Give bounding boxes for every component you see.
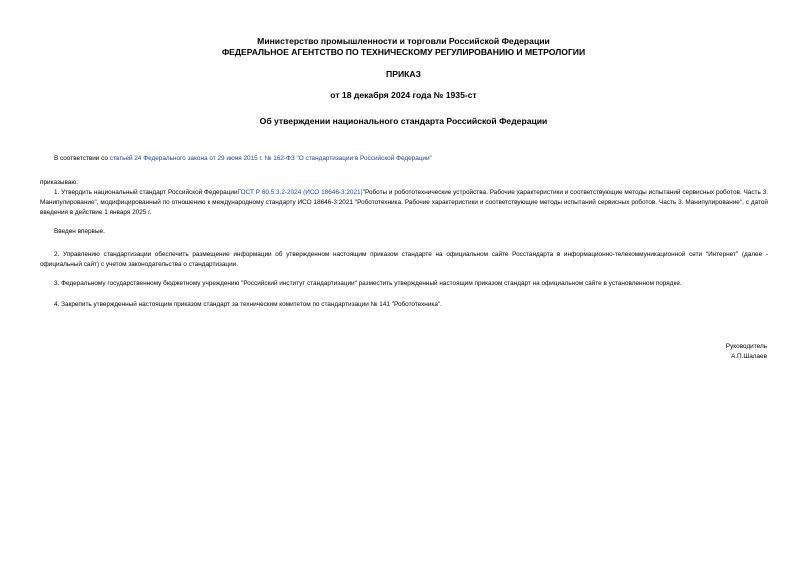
paragraph-3: 3. Федеральному государственному бюджетному учреждению "Российский институт стандартизации" разместить утвержденный настоящим приказом стандарт на официальном сайте в установленном порядке.: [54, 280, 682, 287]
order-word: приказываю:: [40, 179, 78, 186]
paragraph-4: 4. Закрепить утвержденный настоящим приказом стандарт за техническим комитетом по стандартизации № 141 "Робототехника".: [54, 301, 442, 308]
paragraph-1-rest: "Роботы и робототехнические устройства. Рабочие характеристики и соответствующие методы испытаний сервисных роботов. Часть 3. Манипулирование", модифицированный по отношению к международному стандарту ИСО 18646-3:2021 "Робототехника. Рабочие характеристики и соответствующие методы испытаний сервисных роботов. Часть 3. Манипулирование", с датой введения в действие 1 января 2025 г.: [40, 189, 768, 216]
paragraph-1: [40, 188, 768, 218]
federal-law-link[interactable]: статьей 24 Федерального закона от 29 июня 2015 г. № 162-ФЗ "О стандартизации в Российской Федерации": [109, 155, 432, 162]
document-date-number: от 18 декабря 2024 года № 1935-ст: [330, 90, 477, 100]
document-subject: Об утверждении национального стандарта Российской Федерации: [259, 116, 548, 126]
preamble-text: В соответствии со: [54, 155, 110, 162]
preamble-paragraph: [40, 154, 768, 164]
paragraph-2: 2. Управлению стандартизации обеспечить размещение информации об утвержденном настоящим приказом стандарте на официальном сайте Росстандарта в информационно-телекоммуникационной сети "Интернет" (далее - официальный сайт) с учетом законодательства о стандартизации.: [40, 251, 768, 268]
gost-standard-link[interactable]: ГОСТ Р 60.5.3.2-2024 (ИСО 18646-3:2021): [237, 189, 363, 196]
signatory-title: Руководитель: [725, 343, 767, 350]
document-type: ПРИКАЗ: [386, 69, 421, 79]
paragraph-1-prefix: 1. Утвердить национальный стандарт Российской Федерации: [54, 189, 238, 196]
signatory-name: А.П.Шалаев: [730, 353, 767, 360]
agency-title: ФЕДЕРАЛЬНОЕ АГЕНТСТВО ПО ТЕХНИЧЕСКОМУ РЕГУЛИРОВАНИЮ И МЕТРОЛОГИИ: [221, 47, 586, 57]
ministry-title: Министерство промышленности и торговли Российской Федерации: [257, 36, 550, 46]
introduced-first-note: Введен впервые.: [54, 228, 105, 235]
